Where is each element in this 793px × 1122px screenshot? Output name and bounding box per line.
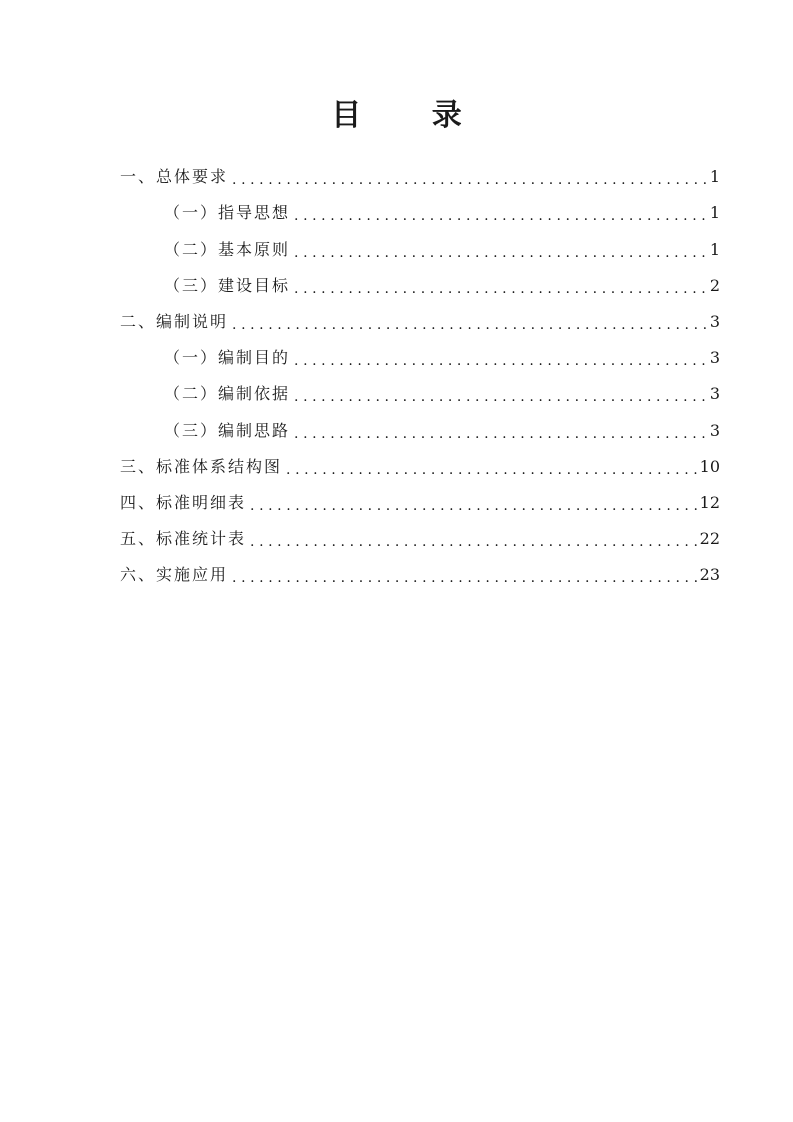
table-of-contents: [120, 157, 720, 591]
toc-leader-dots: [294, 240, 708, 260]
toc-leader-dots: [232, 312, 708, 332]
toc-entry-page: 3: [709, 420, 720, 440]
toc-entry[interactable]: [120, 157, 720, 193]
toc-entry-text: 六、实施应用: [120, 565, 229, 585]
toc-entry[interactable]: [120, 266, 720, 302]
toc-entry[interactable]: [120, 555, 720, 591]
toc-entry-text: （三）编制思路: [164, 420, 291, 440]
toc-entry-text: 一、总体要求: [120, 167, 229, 187]
toc-entry-page: 1: [709, 203, 720, 223]
toc-entry-page: 1: [709, 167, 720, 187]
toc-entry-page: 23: [699, 565, 720, 585]
toc-leader-dots: [294, 384, 708, 404]
toc-entry[interactable]: [120, 483, 720, 519]
toc-entry-text: 三、标准体系结构图: [120, 456, 283, 476]
toc-entry[interactable]: [120, 374, 720, 410]
toc-entry-text: 四、标准明细表: [120, 492, 247, 512]
toc-entry-page: 3: [709, 384, 720, 404]
toc-leader-dots: [294, 421, 708, 441]
toc-entry-page: 3: [709, 348, 720, 368]
toc-leader-dots: [294, 203, 708, 223]
toc-entry[interactable]: [120, 338, 720, 374]
toc-entry-page: 10: [699, 456, 720, 476]
toc-entry[interactable]: [120, 229, 720, 265]
toc-leader-dots: [286, 457, 698, 477]
toc-entry-page: 12: [699, 492, 720, 512]
toc-entry-text: （二）编制依据: [164, 384, 291, 404]
toc-entry[interactable]: [120, 410, 720, 446]
toc-leader-dots: [250, 493, 698, 513]
toc-entry-text: （一）编制目的: [164, 348, 291, 368]
toc-entry[interactable]: [120, 519, 720, 555]
toc-entry-text: 二、编制说明: [120, 311, 229, 331]
toc-title: 目 录: [331, 98, 492, 133]
toc-entry-text: （二）基本原则: [164, 239, 291, 259]
toc-entry-page: 22: [699, 529, 720, 549]
toc-entry-text: （一）指导思想: [164, 203, 291, 223]
toc-leader-dots: [232, 565, 698, 585]
toc-entry-page: 2: [709, 275, 720, 295]
toc-entry-page: 1: [709, 239, 720, 259]
toc-entry[interactable]: [120, 447, 720, 483]
toc-leader-dots: [232, 167, 708, 187]
toc-entry-text: 五、标准统计表: [120, 529, 247, 549]
toc-leader-dots: [250, 529, 698, 549]
toc-leader-dots: [294, 348, 708, 368]
toc-entry[interactable]: [120, 193, 720, 229]
toc-entry-page: 3: [709, 311, 720, 331]
toc-entry[interactable]: [120, 302, 720, 338]
toc-entry-text: （三）建设目标: [164, 275, 291, 295]
toc-leader-dots: [294, 276, 708, 296]
